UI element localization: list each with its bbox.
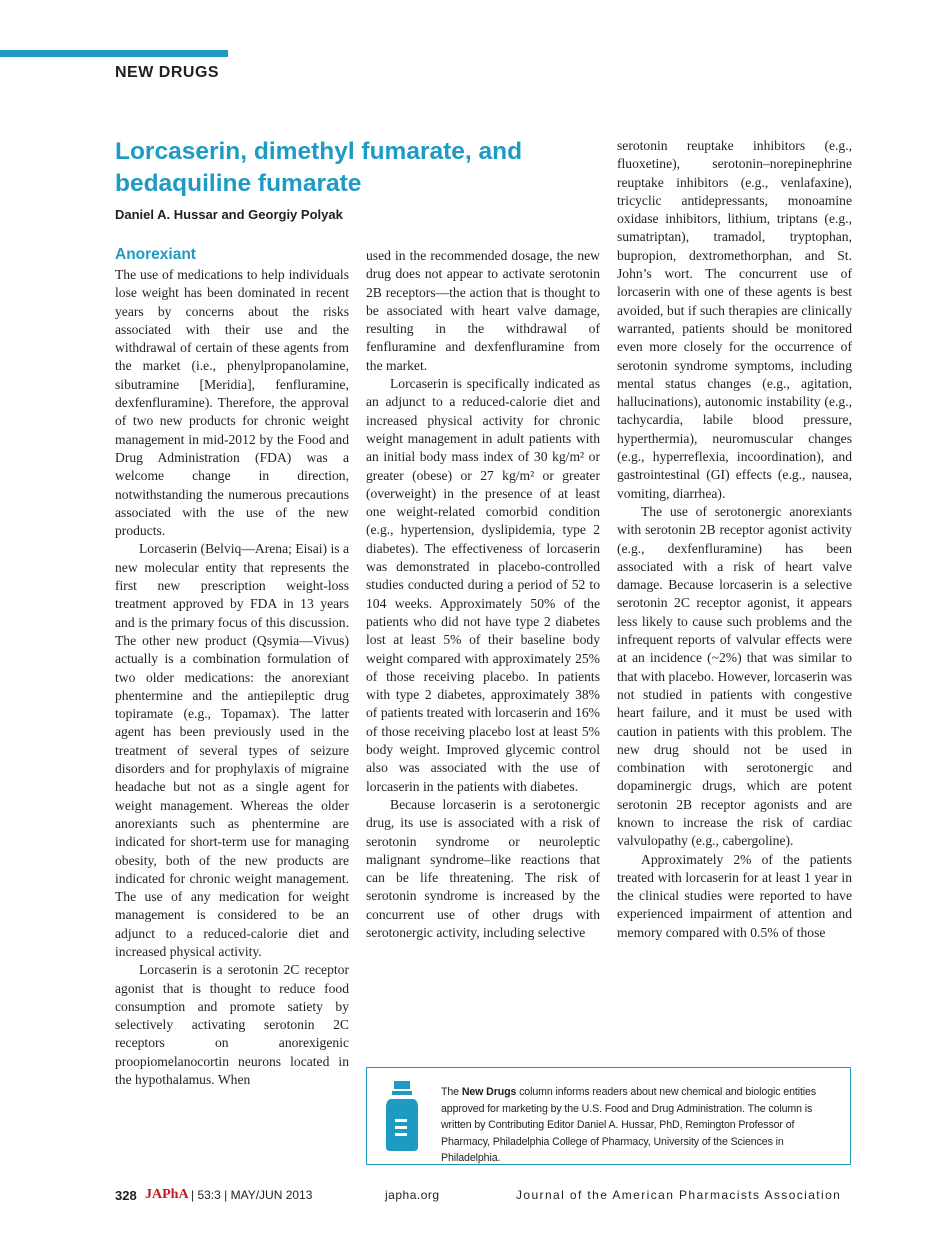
page-number: 328 bbox=[115, 1188, 137, 1203]
paragraph: Lorcaserin (Belviq—Arena; Eisai) is a new molecular entity that represents the first new prescription weight-loss treatment approved by FDA in 13 years and is the primary focus of this discussion. The other new product (Qsymia—Vivus) actually is a combination formulation of two older medications: the anorexiant phentermine and the antiepileptic drug topiramate (e.g., Topamax). The latter agent has been previously used in the treatment of several types of seizure disorders and for prophylaxis of migraine headache but not as a single agent for weight management. Whereas the older anorexiants such as phentermine are indicated for short-term use for managing obesity, both of the new products are indicated for chronic weight management. The use of any medication for weight management is considered to be an adjunct to a reduced-calorie diet and increased physical activity. bbox=[115, 541, 349, 959]
info-box-text bbox=[441, 1084, 839, 1167]
column-1 bbox=[115, 266, 349, 1089]
article-title: Lorcaserin, dimethyl fumarate, and bedaquiline fumarate bbox=[115, 138, 523, 197]
column-info-box bbox=[366, 1067, 851, 1165]
paragraph: Because lorcaserin is a serotonergic drug, its use is associated with a risk of serotonin syndrome or neuroleptic malignant syndrome–like reactions that can be life threatening. The risk of serotonin syndrome is increased by the concurrent use of other drugs with serotonergic activity, including selective bbox=[366, 796, 600, 940]
column-2 bbox=[366, 247, 600, 942]
paragraph: Lorcaserin is specifically indicated as an adjunct to a reduced-calorie diet and increased physical activity for chronic weight management in adult patients with an initial body mass index of 30 kg/m² or greater (obese) or 27 kg/m² or greater (overweight) in the presence of at least one weight-related comorbid condition (e.g., hypertension, dyslipidemia, type 2 diabetes). The effectiveness of lorcaserin was demonstrated in placebo-controlled studies conducted during a period of 52 to 104 weeks. Approximately 50% of the patients who did not have type 2 diabetes lost at least 5% of their baseline body weight compared with approximately 25% of those receiving placebo. In patients with type 2 diabetes, approximately 38% of patients treated with lorcaserin and 16% of those receiving placebo lost at least 5% body weight. Improved glycemic control also was associated with the use of lorcaserin in the patients with diabetes. bbox=[366, 376, 600, 794]
journal-website: japha.org bbox=[385, 1188, 440, 1202]
article-authors: Daniel A. Hussar and Georgiy Polyak bbox=[115, 207, 343, 222]
journal-abbreviation: JAPhA bbox=[145, 1187, 189, 1202]
paragraph: Approximately 2% of the patients treated with lorcaserin for at least 1 year in the clinical studies were reported to have experienced impairment of attention and memory compared with 0.5% of those bbox=[617, 851, 852, 940]
journal-name: Journal of the American Pharmacists Association bbox=[516, 1188, 842, 1202]
paragraph: The use of serotonergic anorexiants with serotonin 2B receptor agonist activity (e.g., dexfenfluramine) has been associated with a risk of heart valve damage. Because lorcaserin is a selective serotonin 2C receptor agonist, it appears less likely to cause such problems and the infrequent reports of valvular effects were at an incidence (~2%) that was similar to that with placebo. However, lorcaserin was not studied in patients with congestive heart failure, and it must be used with caution in patients with this problem. The new drug should not be used in combination with serotonergic and dopaminergic drugs, which are potent serotonin 2B receptor agonists and are known to increase the risk of cardiac valvulopathy (e.g., cabergoline). bbox=[617, 503, 852, 849]
section-label: NEW DRUGS bbox=[115, 64, 220, 81]
column-3 bbox=[617, 137, 852, 942]
paragraph: serotonin reuptake inhibitors (e.g., fluoxetine), serotonin–norepinephrine reuptake inhibitors (e.g., venlafaxine), tricyclic antidepressants, monoamine oxidase inhibitors, lithium, triptans (e.g., sumatriptan), tramadol, tryptophan, bupropion, dextromethorphan, and St. John’s wort. The concurrent use of lorcaserin with one of these agents is best avoided, but if such therapies are clinically warranted, patients should be monitored even more closely for the occurrence of serotonin syndrome symptoms, including mental status changes (e.g., agitation, hallucinations), autonomic instability (e.g., tachycardia, labile blood pressure, hyperthermia), neuromuscular changes (e.g., hyperreflexia, incoordination), and gastrointestinal (GI) effects (e.g., nausea, vomiting, diarrhea). bbox=[617, 138, 852, 501]
info-prefix: The bbox=[441, 1086, 462, 1098]
section-color-bar bbox=[0, 50, 228, 57]
paragraph: The use of medications to help individuals lose weight has been dominated in recent years by concerns about the risks associated with their use and the withdrawal of certain of these agents from the market (i.e., phenylpropanolamine, sibutramine [Meridia], fenfluramine, dexfenfluramine). Therefore, the approval of two new products for chronic weight management in mid-2012 by the Food and Drug Administration (FDA) was a welcome change in direction, notwithstanding the numerous precautions associated with the use of the new products. bbox=[115, 267, 349, 539]
info-column-name: New Drugs bbox=[461, 1086, 517, 1098]
medicine-bottle-icon bbox=[385, 1081, 419, 1151]
subhead-anorexiant: Anorexiant bbox=[115, 246, 196, 263]
info-body: column informs readers about new chemical and biologic entities approved for marketing by the U.S. Food and Drug Administration. The column is written by Contributing Editor Daniel A. Hussar, PhD, Remington Professor of Pharmacy, Philadelphia College of Pharmacy, University of the Sciences in Philadelphia. bbox=[441, 1086, 817, 1164]
issue-info: | 53:3 | MAY/JUN 2013 bbox=[191, 1188, 313, 1202]
page-footer bbox=[115, 1188, 855, 1208]
paragraph: used in the recommended dosage, the new drug does not appear to activate serotonin 2B receptors—the action that is thought to be associated with heart valve damage, resulting in the withdrawal of fenfluramine and dexfenfluramine from the market. bbox=[366, 248, 600, 373]
paragraph: Lorcaserin is a serotonin 2C receptor agonist that is thought to reduce food consumption and promote satiety by selectively activating serotonin 2C receptors on anorexigenic proopiomelanocortin neurons located in the hypothalamus. When bbox=[115, 962, 349, 1088]
